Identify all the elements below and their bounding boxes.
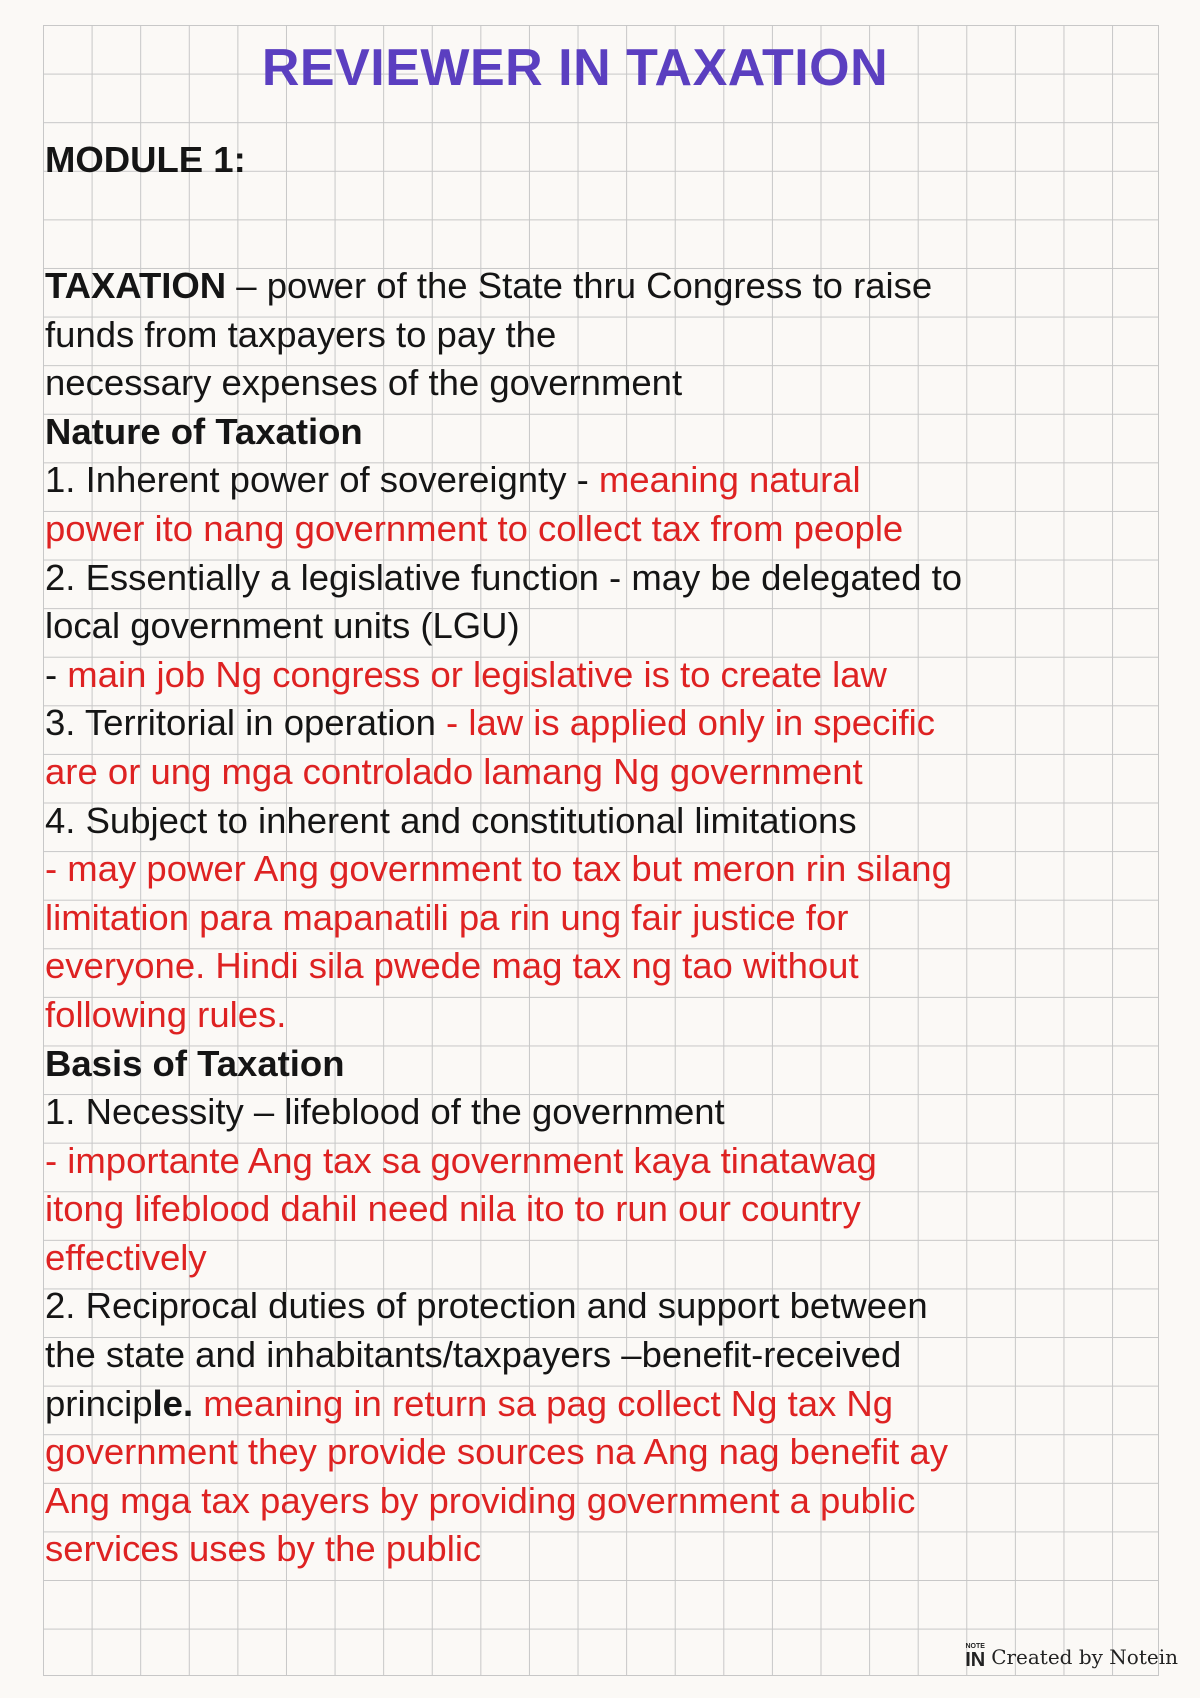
- nature-item-2-note-line: [45, 651, 1155, 700]
- nature-item-4-note: limitation para mapanatili pa rin ung fair justice for: [45, 896, 849, 938]
- basis-item-2-text: princip: [45, 1382, 153, 1424]
- basis-item-1-note: effectively: [45, 1236, 207, 1278]
- taxation-definition-line: funds from taxpayers to pay the: [45, 313, 557, 355]
- notein-logo-icon: [965, 1643, 985, 1670]
- basis-item-2-note: meaning in return sa pag collect Ng tax Ng: [193, 1382, 894, 1424]
- basis-item-2-note-line: [45, 1380, 1155, 1429]
- logo-big-text: IN: [965, 1649, 986, 1671]
- nature-item-1-note: meaning natural: [598, 459, 861, 501]
- nature-item-3-note: - law is applied only in specific: [446, 702, 935, 744]
- basis-item-2: the state and inhabitants/taxpayers –benefit-received: [45, 1334, 902, 1376]
- nature-item-4-note: - may power Ang government to tax but meron rin silang: [45, 848, 952, 890]
- nature-item-1-note: power ito nang government to collect tax from people: [45, 507, 904, 549]
- module-heading: MODULE 1:: [45, 139, 246, 180]
- taxation-definition-line: necessary expenses of the government: [45, 362, 683, 404]
- nature-item-2: local government units (LGU): [45, 605, 520, 647]
- footer-watermark: [965, 1643, 1178, 1670]
- nature-item-4: 4. Subject to inherent and constitutional limitations: [45, 799, 857, 841]
- basis-item-2-note: Ang mga tax payers by providing government a public: [45, 1479, 916, 1521]
- nature-item-3-note: are or ung mga controlado lamang Ng government: [45, 750, 863, 792]
- nature-item-2: 2. Essentially a legislative function - may be delegated to: [45, 556, 963, 598]
- nature-item-3: [45, 699, 1155, 748]
- nature-heading: Nature of Taxation: [45, 410, 363, 452]
- notes-body: [45, 262, 1155, 1574]
- nature-item-4-note: following rules.: [45, 993, 287, 1035]
- nature-item-3-text: 3. Territorial in operation: [45, 702, 447, 744]
- basis-item-2-note: government they provide sources na Ang nag benefit ay: [45, 1431, 948, 1473]
- nature-item-1-text: 1. Inherent power of sovereignty -: [45, 459, 599, 501]
- basis-item-2-text-bold: le.: [152, 1382, 194, 1424]
- basis-heading: Basis of Taxation: [45, 1042, 345, 1084]
- page-title: REVIEWER IN TAXATION: [261, 39, 889, 97]
- footer-text: Created by Notein: [991, 1644, 1178, 1669]
- basis-item-1-note: itong lifeblood dahil need nila ito to run our country: [45, 1188, 861, 1230]
- basis-item-1: 1. Necessity – lifeblood of the government: [45, 1091, 725, 1133]
- basis-item-2: 2. Reciprocal duties of protection and support between: [45, 1285, 928, 1327]
- nature-item-2-note: main job Ng congress or legislative is to create law: [67, 653, 887, 695]
- taxation-definition-line: [45, 262, 1155, 311]
- taxation-definition-text: – power of the State thru Congress to raise: [226, 265, 933, 306]
- basis-item-1-note: - importante Ang tax sa government kaya tinatawag: [45, 1139, 877, 1181]
- nature-item-1: [45, 456, 1155, 505]
- logo-small-text: NOTE: [965, 1643, 985, 1650]
- nature-item-2-dash: -: [45, 653, 68, 695]
- nature-item-4-note: everyone. Hindi sila pwede mag tax ng tao without: [45, 945, 859, 987]
- taxation-term: TAXATION: [45, 265, 227, 306]
- basis-item-2-note: services uses by the public: [45, 1528, 482, 1570]
